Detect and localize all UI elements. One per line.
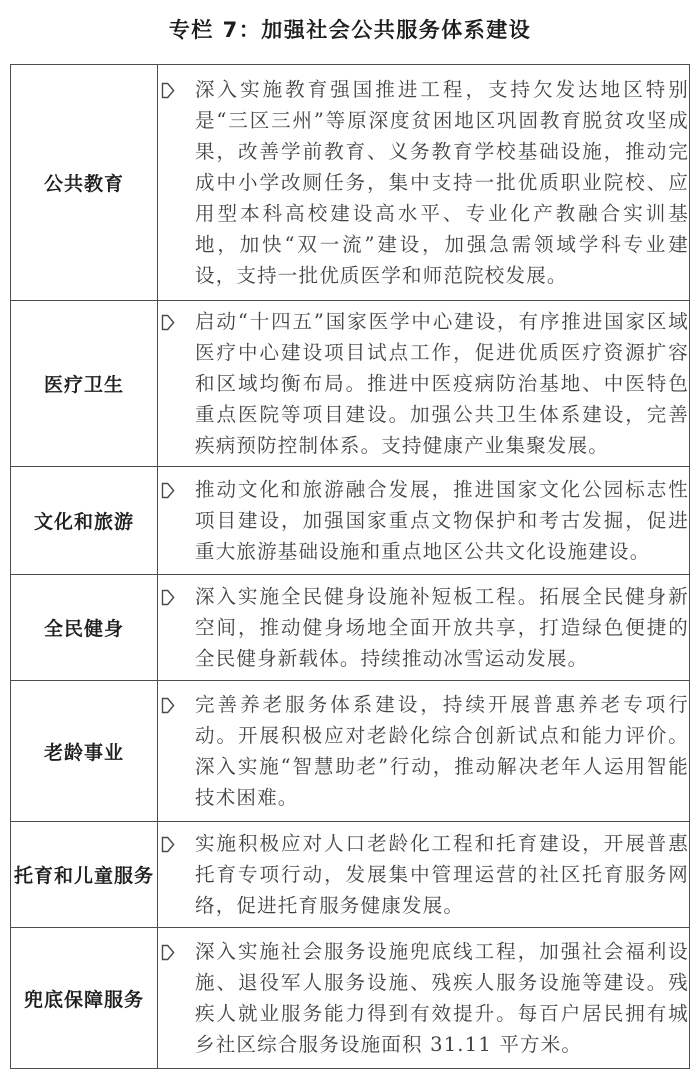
table-body xyxy=(11,65,690,1069)
category-cell xyxy=(11,65,158,301)
content-cell xyxy=(158,301,690,467)
content-cell xyxy=(158,928,690,1069)
content-cell xyxy=(158,575,690,681)
table-row xyxy=(11,681,690,822)
category-label: 公共教育 xyxy=(43,173,124,195)
content-cell xyxy=(158,467,690,575)
table-row xyxy=(11,822,690,928)
row-text: 完善养老服务体系建设，持续开展普惠养老专项行动。开展积极应对老龄化综合创新试点和能力评价。深入实施“智慧助老”行动，推动解决老年人运用智能技术困难。 xyxy=(195,693,689,809)
pentagon-arrow-icon xyxy=(158,828,195,857)
bullet-item xyxy=(158,581,689,674)
category-label: 老龄事业 xyxy=(43,741,124,764)
category-label: 兜底保障服务 xyxy=(23,988,144,1011)
bullet-item xyxy=(158,474,689,567)
content-cell xyxy=(158,65,690,301)
category-label: 医疗卫生 xyxy=(43,374,124,396)
page-title: 专栏 7：加强社会公共服务体系建设 xyxy=(168,18,532,42)
bullet-item xyxy=(158,74,689,291)
row-text: 实施积极应对人口老龄化工程和托育建设，开展普惠托育专项行动，发展集中管理运营的社区托育服务网络，促进托育服务健康发展。 xyxy=(195,832,689,917)
category-cell xyxy=(11,467,158,575)
bullet-item xyxy=(158,689,689,813)
table-row xyxy=(11,467,690,575)
category-cell xyxy=(11,681,158,822)
category-cell xyxy=(11,575,158,681)
table-row xyxy=(11,65,690,301)
pentagon-arrow-icon xyxy=(158,74,195,103)
pentagon-arrow-icon xyxy=(158,936,195,965)
row-text: 推动文化和旅游融合发展，推进国家文化公园标志性项目建设，加强国家重点文物保护和考古发掘，促进重大旅游基础设施和重点地区公共文化设施建设。 xyxy=(195,478,689,563)
pentagon-arrow-icon xyxy=(158,689,195,718)
row-text: 启动“十四五”国家医学中心建设，有序推进国家区域医疗中心建设项目试点工作，促进优质医疗资源扩容和区域均衡布局。推进中医疫病防治基地、中医特色重点医院等项目建设。加强公共卫生体系建设，完善疾病预防控制体系。支持健康产业集聚发展。 xyxy=(195,310,689,457)
row-text: 深入实施社会服务设施兜底线工程，加强社会福利设施、退役军人服务设施、残疾人服务设施等建设。残疾人就业服务能力得到有效提升。每百户居民拥有城乡社区综合服务设施面积 31.11 平方米。 xyxy=(195,940,689,1056)
row-text: 深入实施全民健身设施补短板工程。拓展全民健身新空间，推动健身场地全面开放共享，打造绿色便捷的全民健身新载体。持续推动冰雪运动发展。 xyxy=(195,585,689,670)
category-cell xyxy=(11,301,158,467)
table-row xyxy=(11,301,690,467)
category-label: 文化和旅游 xyxy=(33,511,134,533)
bullet-item xyxy=(158,828,689,921)
category-cell xyxy=(11,928,158,1069)
public-services-table xyxy=(10,64,690,1069)
category-label: 全民健身 xyxy=(43,618,124,640)
content-cell xyxy=(158,681,690,822)
pentagon-arrow-icon xyxy=(158,474,195,503)
content-cell xyxy=(158,822,690,928)
category-label: 托育和儿童服务 xyxy=(13,865,154,887)
table-row xyxy=(11,575,690,681)
category-cell xyxy=(11,822,158,928)
table-row xyxy=(11,928,690,1069)
row-text: 深入实施教育强国推进工程，支持欠发达地区特别是“三区三州”等原深度贫困地区巩固教育脱贫攻坚成果，改善学前教育、义务教育学校基础设施，推动完成中小学改厕任务，集中支持一批优质职业院校、应用型本科高校建设高水平、专业化产教融合实训基地，加快“双一流”建设，加强急需领域学科专业建设，支持一批优质医学和师范院校发展。 xyxy=(195,78,689,287)
pentagon-arrow-icon xyxy=(158,306,195,335)
bullet-item xyxy=(158,936,689,1060)
bullet-item xyxy=(158,306,689,461)
pentagon-arrow-icon xyxy=(158,581,195,610)
